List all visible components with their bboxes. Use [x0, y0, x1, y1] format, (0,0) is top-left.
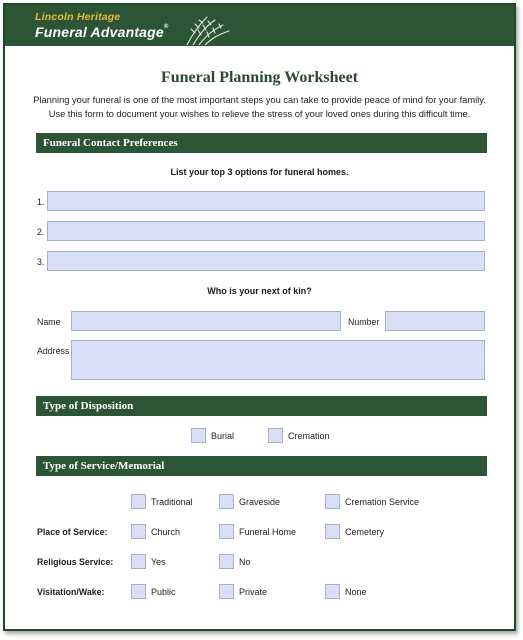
section-header-disposition: Type of Disposition [36, 396, 487, 416]
funeral-home-label: Funeral Home [239, 527, 297, 537]
option-number-1: 1. [37, 197, 45, 207]
brand-line-1: Lincoln Heritage [35, 11, 121, 23]
number-label: Number [348, 317, 380, 327]
visitation-none-label: None [345, 587, 367, 597]
religious-yes-label: Yes [151, 557, 166, 567]
kin-number-field[interactable] [385, 311, 485, 331]
next-of-kin-prompt: Who is your next of kin? [207, 286, 312, 296]
burial-label: Burial [211, 431, 235, 441]
traditional-label: Traditional [151, 497, 193, 507]
address-label: Address [37, 346, 70, 356]
cemetery-checkbox[interactable] [325, 524, 340, 539]
visitation-private-checkbox[interactable] [219, 584, 234, 599]
funeral-home-field-1[interactable] [47, 191, 485, 211]
burial-checkbox[interactable] [191, 428, 206, 443]
trademark-symbol: ® [163, 24, 169, 30]
place-of-service-label: Place of Service: [37, 527, 108, 537]
worksheet-page [3, 3, 516, 631]
section-header-service: Type of Service/Memorial [36, 456, 487, 476]
visitation-private-label: Private [239, 587, 268, 597]
brand-line-2 [35, 24, 169, 40]
traditional-checkbox[interactable] [131, 494, 146, 509]
brand-name: Funeral Advantage [35, 24, 164, 40]
kin-name-field[interactable] [71, 311, 341, 331]
visitation-none-checkbox[interactable] [325, 584, 340, 599]
cremation-checkbox[interactable] [268, 428, 283, 443]
cremation-service-checkbox[interactable] [325, 494, 340, 509]
cemetery-label: Cemetery [345, 527, 385, 537]
visitation-public-label: Public [151, 587, 176, 597]
kin-address-field[interactable] [71, 340, 485, 380]
intro-line-1: Planning your funeral is one of the most important steps you can take to provide peace of mind for your family. [33, 95, 486, 105]
page-title: Funeral Planning Worksheet [160, 69, 359, 86]
visitation-public-checkbox[interactable] [131, 584, 146, 599]
intro-line-2: Use this form to document your wishes to relieve the stress of your loved ones during this difficult time. [48, 109, 471, 119]
section-header-contact: Funeral Contact Preferences [36, 133, 487, 153]
religious-no-label: No [239, 557, 251, 567]
graveside-checkbox[interactable] [219, 494, 234, 509]
option-number-2: 2. [37, 227, 45, 237]
religious-service-label: Religious Service: [37, 557, 114, 567]
funeral-home-field-3[interactable] [47, 251, 485, 271]
name-label: Name [37, 317, 61, 327]
brand-banner [5, 5, 514, 46]
option-number-3: 3. [37, 257, 45, 267]
cremation-service-label: Cremation Service [345, 497, 420, 507]
wheat-logo-icon [183, 15, 231, 45]
religious-yes-checkbox[interactable] [131, 554, 146, 569]
cremation-label: Cremation [288, 431, 330, 441]
funeral-home-checkbox[interactable] [219, 524, 234, 539]
church-checkbox[interactable] [131, 524, 146, 539]
funeral-home-field-2[interactable] [47, 221, 485, 241]
funeral-homes-prompt: List your top 3 options for funeral homes. [170, 167, 349, 177]
visitation-label: Visitation/Wake: [37, 587, 105, 597]
graveside-label: Graveside [239, 497, 281, 507]
religious-no-checkbox[interactable] [219, 554, 234, 569]
church-label: Church [151, 527, 181, 537]
